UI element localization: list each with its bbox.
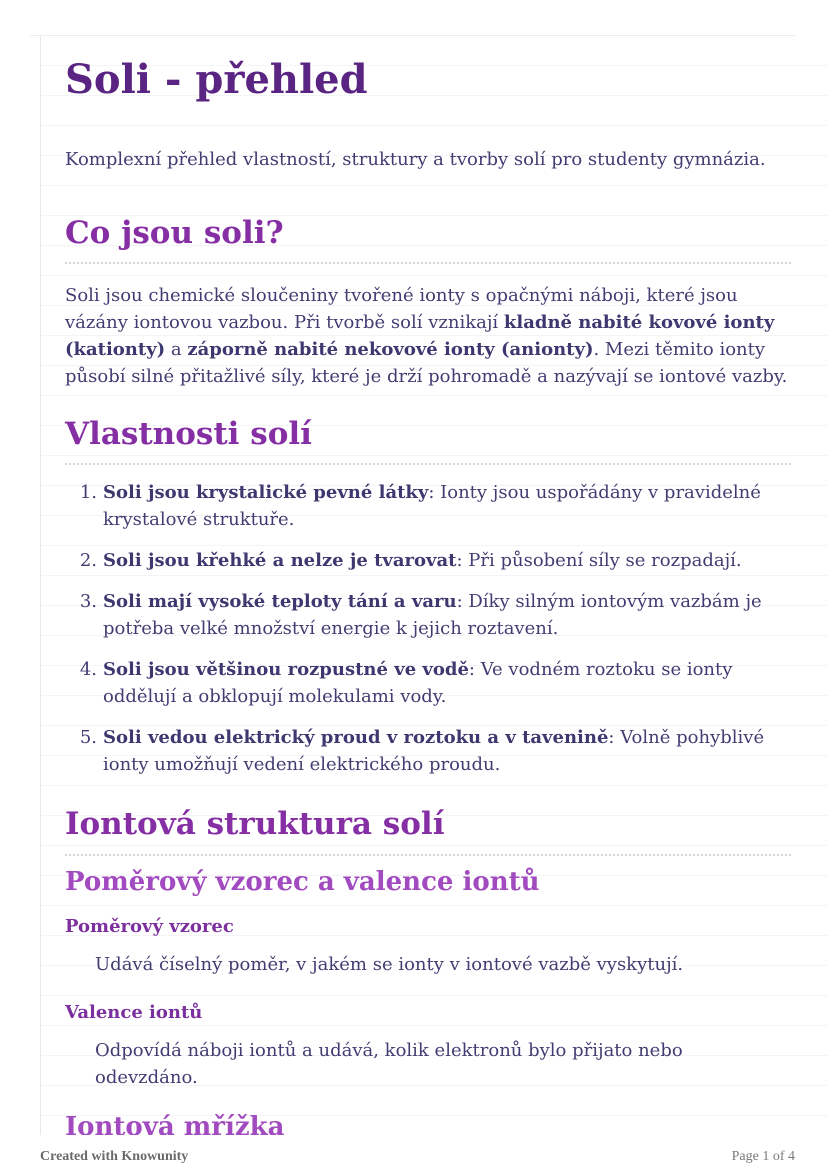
properties-list [65,479,791,778]
list-item-number: 4. [79,659,97,681]
section-heading-ionic-structure: Iontová struktura solí [65,806,791,855]
minor-heading-ratio-formula: Poměrový vzorec [65,916,234,938]
list-item-label: Soli jsou krystalické pevné látky [103,482,429,504]
list-item-text [103,656,791,710]
page-footer [40,1149,795,1165]
list-item-number: 1. [79,482,97,504]
list-item-rest: : Ve vodném roztoku se ionty oddělují a obklopují molekulami vody. [103,659,733,708]
list-item-label: Soli mají vysoké teploty tání a varu [103,591,457,613]
list-item-label: Soli jsou většinou rozpustné ve vodě [103,659,469,681]
list-item-number: 3. [79,591,97,613]
list-item-rest: : Při působení síly se rozpadají. [456,550,742,572]
list-item-rest: : Ionty jsou uspořádány v pravidelné krystalové struktuře. [103,482,761,531]
list-item [77,724,791,778]
section-heading-properties: Vlastnosti solí [65,416,791,465]
document-subtitle: Komplexní přehled vlastností, struktury a tvorby solí pro studenty gymnázia. [65,149,766,170]
list-item-text [103,479,791,533]
footer-page-indicator: Page 1 of 4 [731,1149,795,1164]
list-item-rest: : Díky silným iontovým vazbám je potřeba velké množství energie k jejich roztavení. [103,591,762,640]
document-page [40,36,828,1135]
list-item [77,588,791,642]
paragraph-segment: . Mezi těmito ionty působí silné přitažlivé síly, které je drží pohromadě a nazývají se iontové vazby. [65,339,788,388]
list-item-label: Soli jsou křehké a nelze je tvarovat [103,550,457,572]
section-heading-what-are-salts: Co jsou soli? [65,215,791,264]
list-item-text [103,724,791,778]
list-item-rest: : Volně pohyblivé ionty umožňují vedení elektrického proudu. [103,727,765,776]
footer-credit: Created with Knowunity [40,1149,189,1164]
list-item-text [103,547,791,574]
list-item [77,547,791,574]
list-item-number: 2. [79,550,97,572]
ion-valence-paragraph: Odpovídá náboji iontů a udává, kolik elektronů bylo přijato nebo odevzdáno. [95,1040,683,1089]
list-item [77,656,791,710]
minor-heading-ion-valence: Valence iontů [65,1002,203,1024]
paragraph-segment-bold: kladně nabité kovové ionty (kationty) [65,312,775,361]
paragraph-segment-bold: záporně nabité nekovové ionty (anionty) [187,339,594,361]
document-content [65,36,791,1135]
ratio-formula-paragraph: Udává číselný poměr, v jakém se ionty v iontové vazbě vyskytují. [95,954,684,976]
list-item-text [103,588,791,642]
list-item-number: 5. [79,727,97,749]
paragraph-segment: Soli jsou chemické sloučeniny tvořené ionty s opačnými náboji, které jsou vázány iontovou vazbou. Při tvorbě solí vznikají [65,285,738,334]
page-title: Soli - přehled [65,56,368,103]
list-item-label: Soli vedou elektrický proud v roztoku a v tavenině [103,727,609,749]
sub-heading-ratio-formula-valence: Poměrový vzorec a valence iontů [65,866,540,897]
sub-heading-ionic-lattice: Iontová mřížka [65,1112,285,1135]
list-item [77,479,791,533]
paragraph-segment: a [165,339,188,361]
what-are-salts-paragraph [65,282,791,390]
